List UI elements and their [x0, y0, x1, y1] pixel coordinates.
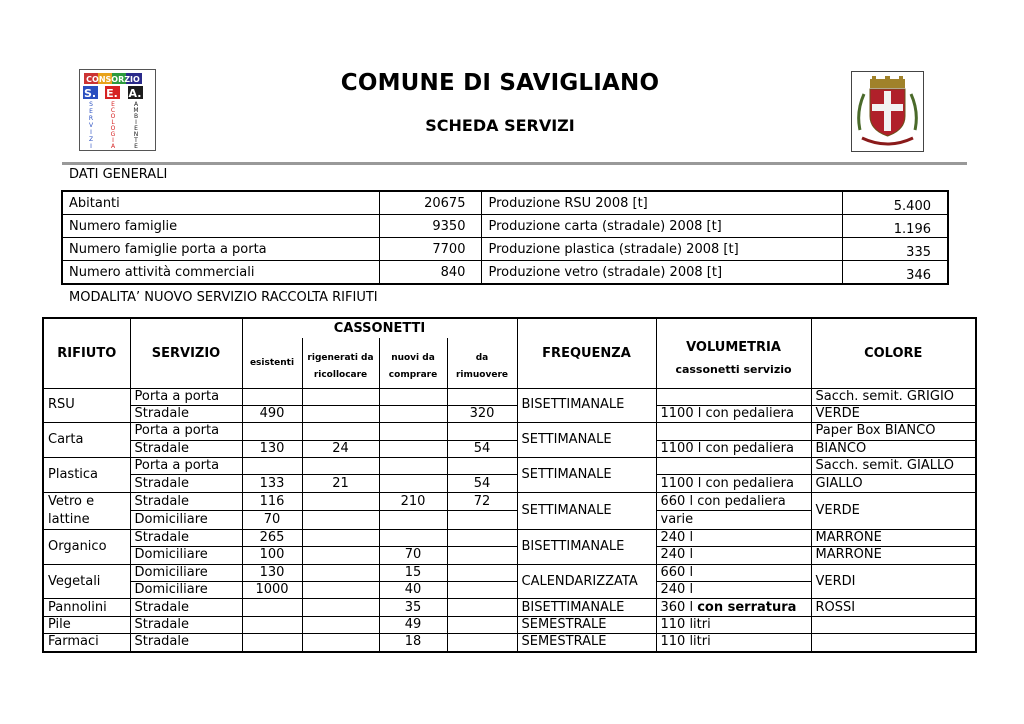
- cell-servizio: Stradale: [130, 599, 242, 616]
- cell-volumetria: 660 l: [656, 564, 811, 581]
- cell-colore: [811, 616, 976, 633]
- cell-rifiuto: RSU: [43, 388, 130, 423]
- table-row: [62, 191, 948, 215]
- table-row: [43, 547, 976, 564]
- cell-esistenti: 1000: [242, 582, 302, 599]
- table-row: [62, 215, 948, 238]
- header-da-1: da: [447, 338, 517, 363]
- header-volumetria-title: VOLUMETRIA: [686, 340, 781, 356]
- cell-rimuovere: [447, 616, 517, 633]
- cell-colore: Sacch. semit. GRIGIO: [811, 388, 976, 405]
- cell-esistenti: 265: [242, 529, 302, 546]
- cell-rimuovere: 320: [447, 405, 517, 422]
- cell-volumetria: 240 l: [656, 529, 811, 546]
- cell-frequenza: SEMESTRALE: [517, 616, 656, 633]
- svg-text:SERVIZI: S E R V I Z I: [88, 101, 94, 150]
- cell-servizio: Stradale: [130, 492, 242, 511]
- cell-volumetria: 240 l: [656, 582, 811, 599]
- logo-consorzio-text: CONSORZIO: [86, 75, 140, 84]
- cell-servizio: Porta a porta: [130, 458, 242, 475]
- cell-esistenti: [242, 599, 302, 616]
- header-da-2: rimuovere: [447, 363, 517, 388]
- cell-value: 20675: [379, 191, 482, 215]
- header-rifiuto: RIFIUTO: [43, 318, 130, 388]
- svg-text:S.: S.: [83, 87, 97, 100]
- cell-label: Produzione vetro (stradale) 2008 [t]: [482, 261, 842, 285]
- cell-rigenerati: [302, 564, 379, 581]
- cell-value: 1.196: [842, 215, 948, 238]
- cell-rigenerati: [302, 423, 379, 440]
- cell-esistenti: 100: [242, 547, 302, 564]
- cell-rigenerati: [302, 388, 379, 405]
- cell-esistenti: [242, 634, 302, 652]
- cell-colore: GIALLO: [811, 475, 976, 492]
- cell-label: Produzione plastica (stradale) 2008 [t]: [482, 238, 842, 261]
- svg-text:ECOLOGIA: E C O L O G I A: [110, 101, 116, 150]
- cell-volumetria: 1100 l con pedaliera: [656, 440, 811, 457]
- cell-frequenza: BISETTIMANALE: [517, 529, 656, 564]
- cell-rimuovere: [447, 599, 517, 616]
- cell-rimuovere: [447, 582, 517, 599]
- cell-esistenti: 133: [242, 475, 302, 492]
- general-data-table: [61, 190, 949, 285]
- table-row: [43, 529, 976, 546]
- cell-rimuovere: [447, 529, 517, 546]
- cell-colore: Paper Box BIANCO: [811, 423, 976, 440]
- cell-volumetria: 660 l con pedaliera: [656, 492, 811, 511]
- cell-nuovi: 40: [379, 582, 447, 599]
- cell-esistenti: 130: [242, 440, 302, 457]
- cell-rimuovere: 72: [447, 492, 517, 511]
- cell-servizio: Stradale: [130, 616, 242, 633]
- cell-nuovi: [379, 388, 447, 405]
- cell-colore: ROSSI: [811, 599, 976, 616]
- header-servizio: SERVIZIO: [130, 318, 242, 388]
- cell-frequenza: CALENDARIZZATA: [517, 564, 656, 599]
- cell-rimuovere: [447, 634, 517, 652]
- header-rigenerati-1: rigenerati da: [302, 338, 379, 363]
- cell-rimuovere: [447, 388, 517, 405]
- cell-nuovi: 35: [379, 599, 447, 616]
- cell-volumetria-size: 360 l: [660, 599, 698, 615]
- cell-value: 7700: [379, 238, 482, 261]
- cell-frequenza: SETTIMANALE: [517, 492, 656, 529]
- table-row: [43, 492, 976, 511]
- cell-volumetria: 1100 l con pedaliera: [656, 405, 811, 422]
- table-row: [43, 564, 976, 581]
- svg-text:AMBIENTE: A M B I E N T E: [133, 101, 139, 150]
- table-row: [43, 599, 976, 616]
- svg-text:A.: A.: [128, 87, 142, 100]
- table-row: [43, 458, 976, 475]
- cell-rimuovere: [447, 423, 517, 440]
- cell-servizio: Stradale: [130, 529, 242, 546]
- cell-rigenerati: [302, 547, 379, 564]
- cell-nuovi: 49: [379, 616, 447, 633]
- cell-rimuovere: [447, 547, 517, 564]
- cell-rifiuto: Pile: [43, 616, 130, 633]
- cell-esistenti: [242, 616, 302, 633]
- cell-volumetria: [656, 388, 811, 405]
- cell-colore: [811, 634, 976, 652]
- cell-rimuovere: 54: [447, 440, 517, 457]
- table-row: [43, 423, 976, 440]
- cell-nuovi: [379, 423, 447, 440]
- cell-servizio: Domiciliare: [130, 547, 242, 564]
- cell-rigenerati: [302, 599, 379, 616]
- svg-text:E.: E.: [106, 87, 118, 100]
- cell-rigenerati: [302, 458, 379, 475]
- cell-servizio: Domiciliare: [130, 511, 242, 530]
- table-row: [43, 616, 976, 633]
- cell-label: Numero attività commerciali: [62, 261, 379, 285]
- cell-volumetria: varie: [656, 511, 811, 530]
- cell-servizio: Domiciliare: [130, 564, 242, 581]
- cell-colore: BIANCO: [811, 440, 976, 457]
- cell-colore: Sacch. semit. GIALLO: [811, 458, 976, 475]
- cell-nuovi: [379, 458, 447, 475]
- table-row: [43, 634, 976, 652]
- services-table: [42, 317, 977, 653]
- cell-frequenza: SEMESTRALE: [517, 634, 656, 652]
- cell-rifiuto: Organico: [43, 529, 130, 564]
- header-volumetria-sub: cassonetti servizio: [675, 363, 792, 377]
- header-esistenti: esistenti: [242, 338, 302, 388]
- cell-esistenti: 116: [242, 492, 302, 511]
- cell-rimuovere: 54: [447, 475, 517, 492]
- cell-nuovi: [379, 529, 447, 546]
- header-cassonetti: CASSONETTI: [242, 318, 517, 338]
- cell-nuovi: [379, 440, 447, 457]
- table-row: [43, 388, 976, 405]
- cell-rigenerati: [302, 511, 379, 530]
- cell-value: 9350: [379, 215, 482, 238]
- header-nuovi-1: nuovi da: [379, 338, 447, 363]
- cell-volumetria: 1100 l con pedaliera: [656, 475, 811, 492]
- cell-frequenza: SETTIMANALE: [517, 423, 656, 458]
- cell-servizio: Domiciliare: [130, 582, 242, 599]
- cell-servizio: Porta a porta: [130, 388, 242, 405]
- cell-label: Abitanti: [62, 191, 379, 215]
- cell-servizio: Stradale: [130, 405, 242, 422]
- cell-esistenti: [242, 423, 302, 440]
- cell-rifiuto-line1: Vetro e: [48, 493, 95, 509]
- cell-servizio: Stradale: [130, 440, 242, 457]
- cell-nuovi: [379, 475, 447, 492]
- page-title: COMUNE DI SAVIGLIANO: [340, 70, 660, 96]
- cell-volumetria-lock: con serratura: [697, 599, 797, 615]
- cell-value: 335: [842, 238, 948, 261]
- cell-esistenti: 490: [242, 405, 302, 422]
- cell-rigenerati: [302, 405, 379, 422]
- cell-rifiuto: Plastica: [43, 458, 130, 493]
- cell-value: 840: [379, 261, 482, 285]
- cell-label: Produzione carta (stradale) 2008 [t]: [482, 215, 842, 238]
- table-row: [43, 475, 976, 492]
- cell-volumetria: 110 litri: [656, 616, 811, 633]
- header-frequenza: FREQUENZA: [517, 318, 656, 388]
- cell-colore: VERDE: [811, 492, 976, 529]
- header-divider: [62, 162, 967, 165]
- cell-value: 5.400: [842, 191, 948, 215]
- cell-servizio: Stradale: [130, 475, 242, 492]
- cell-nuovi: [379, 511, 447, 530]
- cell-rigenerati: [302, 634, 379, 652]
- header-rigenerati-2: ricollocare: [302, 363, 379, 388]
- cell-label: Produzione RSU 2008 [t]: [482, 191, 842, 215]
- cell-value: 346: [842, 261, 948, 285]
- cell-nuovi: 210: [379, 492, 447, 511]
- coat-of-arms-icon: [851, 71, 924, 152]
- cell-rigenerati: [302, 529, 379, 546]
- cell-esistenti: 70: [242, 511, 302, 530]
- cell-colore: VERDE: [811, 405, 976, 422]
- cell-rifiuto: [43, 492, 130, 529]
- cell-rigenerati: 24: [302, 440, 379, 457]
- cell-nuovi: [379, 405, 447, 422]
- cell-rigenerati: [302, 582, 379, 599]
- cell-rifiuto: Vegetali: [43, 564, 130, 599]
- cell-volumetria: [656, 599, 811, 616]
- header-nuovi-2: comprare: [379, 363, 447, 388]
- cell-nuovi: 70: [379, 547, 447, 564]
- cell-esistenti: [242, 458, 302, 475]
- cell-servizio: Stradale: [130, 634, 242, 652]
- cell-esistenti: [242, 388, 302, 405]
- table-row: [43, 405, 976, 422]
- section-label-dati-generali: DATI GENERALI: [69, 167, 168, 182]
- cell-label: Numero famiglie porta a porta: [62, 238, 379, 261]
- cell-esistenti: 130: [242, 564, 302, 581]
- cell-rifiuto: Farmaci: [43, 634, 130, 652]
- header-colore: COLORE: [811, 318, 976, 388]
- page-subtitle: SCHEDA SERVIZI: [425, 116, 575, 135]
- cell-rimuovere: [447, 564, 517, 581]
- cell-rigenerati: [302, 616, 379, 633]
- cell-colore: VERDI: [811, 564, 976, 599]
- cell-servizio: Porta a porta: [130, 423, 242, 440]
- cell-colore: MARRONE: [811, 529, 976, 546]
- cell-nuovi: 15: [379, 564, 447, 581]
- consorzio-sea-logo: [79, 69, 156, 151]
- cell-colore: MARRONE: [811, 547, 976, 564]
- cell-label: Numero famiglie: [62, 215, 379, 238]
- cell-rigenerati: [302, 492, 379, 511]
- cell-frequenza: SETTIMANALE: [517, 458, 656, 493]
- table-row: [62, 261, 948, 285]
- cell-volumetria: 240 l: [656, 547, 811, 564]
- cell-rifiuto: Pannolini: [43, 599, 130, 616]
- cell-rimuovere: [447, 458, 517, 475]
- cell-volumetria: [656, 458, 811, 475]
- header-volumetria: [656, 318, 811, 388]
- cell-volumetria: 110 litri: [656, 634, 811, 652]
- section-label-modalita: MODALITA’ NUOVO SERVIZIO RACCOLTA RIFIUTI: [69, 290, 378, 305]
- cell-rimuovere: [447, 511, 517, 530]
- cell-rifiuto: Carta: [43, 423, 130, 458]
- cell-frequenza: BISETTIMANALE: [517, 388, 656, 423]
- cell-nuovi: 18: [379, 634, 447, 652]
- cell-frequenza: BISETTIMANALE: [517, 599, 656, 616]
- table-row: [62, 238, 948, 261]
- cell-rigenerati: 21: [302, 475, 379, 492]
- cell-rifiuto-line2: lattine: [48, 511, 90, 527]
- cell-volumetria: [656, 423, 811, 440]
- table-row: [43, 440, 976, 457]
